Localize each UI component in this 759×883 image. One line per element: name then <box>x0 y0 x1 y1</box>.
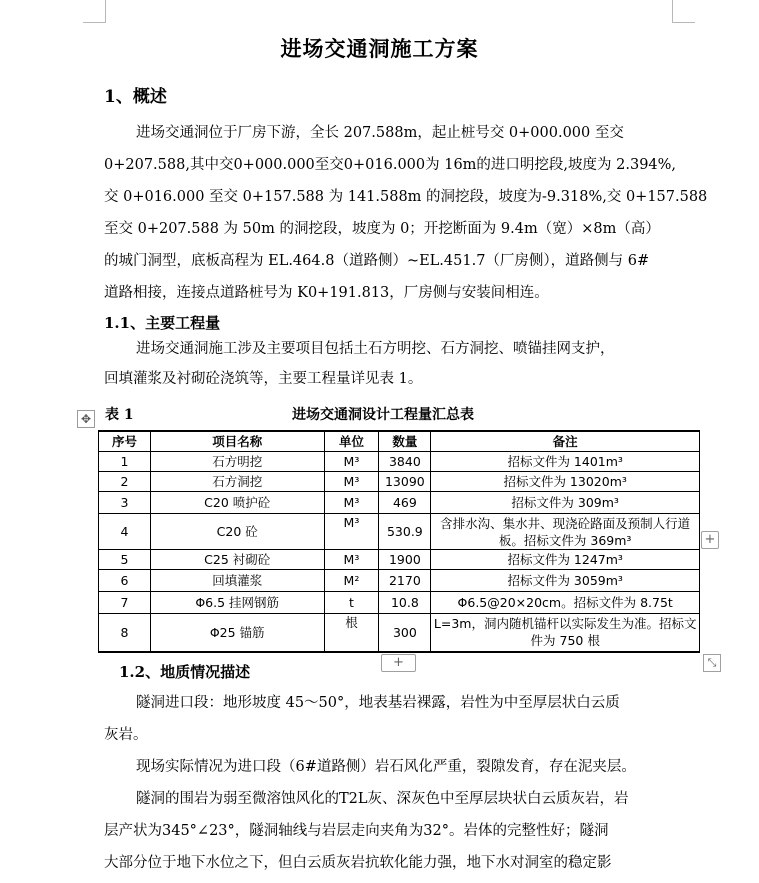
table-cell: M³ <box>324 452 379 472</box>
paragraph-line: 回填灌浆及衬砌砼浇筑等，主要工程量详见表 1。 <box>104 371 423 387</box>
table-cell: 5 <box>99 550 151 570</box>
table-cell: 招标文件为 3059m³ <box>431 570 700 592</box>
paragraph-line: 交 0+016.000 至交 0+157.588 为 141.588m 的洞挖段，坡度为-9.318%,交 0+157.588 <box>104 189 708 205</box>
table-cell: 招标文件为 309m³ <box>431 492 700 514</box>
section-heading-overview: 1、概述 <box>104 87 167 107</box>
table-cell: M² <box>324 570 379 592</box>
add-row-plus-icon[interactable]: + <box>381 654 416 672</box>
paragraph-line: 现场实际情况为进口段（6#道路侧）岩石风化严重，裂隙发育，存在泥夹层。 <box>136 759 636 775</box>
table-row <box>99 514 700 550</box>
paragraph-line: 0+207.588,其中交0+000.000至交0+016.000为 16m的进口明挖段,坡度为 2.394%, <box>104 157 677 173</box>
table-cell: Φ25 锚筋 <box>150 614 324 652</box>
table-cell: L=3m，洞内随机锚杆以实际发生为准。招标文件为 750 根 <box>431 614 700 652</box>
paragraph-line: 隧洞进口段：地形坡度 45～50°，地表基岩裸露，岩性为中至厚层状白云质 <box>136 695 620 711</box>
table-cell: 招标文件为 1401m³ <box>431 452 700 472</box>
table-cell: M³ <box>324 550 379 570</box>
document-title: 进场交通洞施工方案 <box>280 36 479 61</box>
table-cell: 4 <box>99 514 151 550</box>
table-cell: 6 <box>99 570 151 592</box>
table-row <box>99 550 700 570</box>
table-cell: 回填灌浆 <box>150 570 324 592</box>
table-row <box>99 472 700 492</box>
table-cell: 招标文件为 1247m³ <box>431 550 700 570</box>
table-cell: 530.9 <box>379 514 431 550</box>
table-cell: M³ <box>324 514 379 550</box>
page-corner-top-right <box>672 0 695 23</box>
table-cell: 招标文件为 13020m³ <box>431 472 700 492</box>
section-heading-quantities: 1.1、主要工程量 <box>104 314 221 332</box>
overview-paragraph <box>104 117 708 309</box>
table-cell: 石方明挖 <box>150 452 324 472</box>
table-cell: C20 喷护砼 <box>150 492 324 514</box>
paragraph-line: 层产状为345°∠23°，隧洞轴线与岩层走向夹角为32°。岩体的完整性好；隧洞 <box>104 823 609 839</box>
paragraph-line: 隧洞的围岩为弱至微溶蚀风化的T2L灰、深灰色中至厚层块状白云质灰岩，岩 <box>136 791 629 807</box>
paragraph-line: 进场交通洞施工涉及主要项目包括土石方明挖、石方洞挖、喷锚挂网支护， <box>136 341 615 357</box>
table-cell: 469 <box>379 492 431 514</box>
table-header-row <box>99 431 700 452</box>
table-row <box>99 570 700 592</box>
header-cell: 项目名称 <box>150 431 324 452</box>
table-cell: Φ6.5@20×20cm。招标文件为 8.75t <box>431 592 700 614</box>
table-cell: 1900 <box>379 550 431 570</box>
add-column-plus-icon[interactable]: + <box>701 531 719 549</box>
header-cell: 单位 <box>324 431 379 452</box>
page-corner-top-left <box>83 0 106 23</box>
table-cell: 2 <box>99 472 151 492</box>
paragraph-line: 进场交通洞位于厂房下游，全长 207.588m，起止桩号交 0+000.000 至交 <box>136 125 624 141</box>
table-cell: 8 <box>99 614 151 652</box>
table-cell: C25 衬砌砼 <box>150 550 324 570</box>
table-cell: 根 <box>324 614 379 652</box>
table-move-handle-icon[interactable]: ✥ <box>77 410 95 428</box>
paragraph-line: 大部分位于地下水位之下，但白云质灰岩抗软化能力强，地下水对洞室的稳定影 <box>104 855 612 871</box>
table-cell: 含排水沟、集水井、现浇砼路面及预制人行道板。招标文件为 369m³ <box>431 514 700 550</box>
table-row <box>99 592 700 614</box>
table-cell: M³ <box>324 492 379 514</box>
table-cell: M³ <box>324 472 379 492</box>
paragraph-line: 的城门洞型，底板高程为 EL.464.8（道路侧）~EL.451.7（厂房侧），道路侧与 6# <box>104 253 650 269</box>
quantities-table <box>98 430 700 653</box>
section-heading-geology: 1.2、地质情况描述 <box>119 663 251 681</box>
table-row <box>99 452 700 472</box>
header-cell: 备注 <box>431 431 700 452</box>
table-cell: 1 <box>99 452 151 472</box>
table-cell: 13090 <box>379 472 431 492</box>
table-cell: C20 砼 <box>150 514 324 550</box>
paragraph-line: 道路相接，连接点道路桩号为 K0+191.813，厂房侧与安装间相连。 <box>104 285 549 301</box>
table-cell: 7 <box>99 592 151 614</box>
paragraph-line: 至交 0+207.588 为 50m 的洞挖段，坡度为 0；开挖断面为 9.4m（宽）×8m（高） <box>104 221 660 237</box>
geology-paragraph <box>104 687 672 879</box>
table-cell: 3840 <box>379 452 431 472</box>
table-cell: t <box>324 592 379 614</box>
header-cell: 序号 <box>99 431 151 452</box>
table-row <box>99 614 700 652</box>
table-caption: 进场交通洞设计工程量汇总表 <box>292 407 474 423</box>
table-cell: 3 <box>99 492 151 514</box>
table-label: 表 1 <box>105 407 134 423</box>
paragraph-line: 灰岩。 <box>104 727 148 743</box>
table-row <box>99 492 700 514</box>
header-cell: 数量 <box>379 431 431 452</box>
table-cell: 300 <box>379 614 431 652</box>
table-cell: 2170 <box>379 570 431 592</box>
table-cell: Φ6.5 挂网钢筋 <box>150 592 324 614</box>
quantities-paragraph <box>104 334 672 394</box>
table-cell: 石方洞挖 <box>150 472 324 492</box>
table-cell: 10.8 <box>379 592 431 614</box>
table-resize-icon[interactable]: ⤡ <box>703 654 721 672</box>
